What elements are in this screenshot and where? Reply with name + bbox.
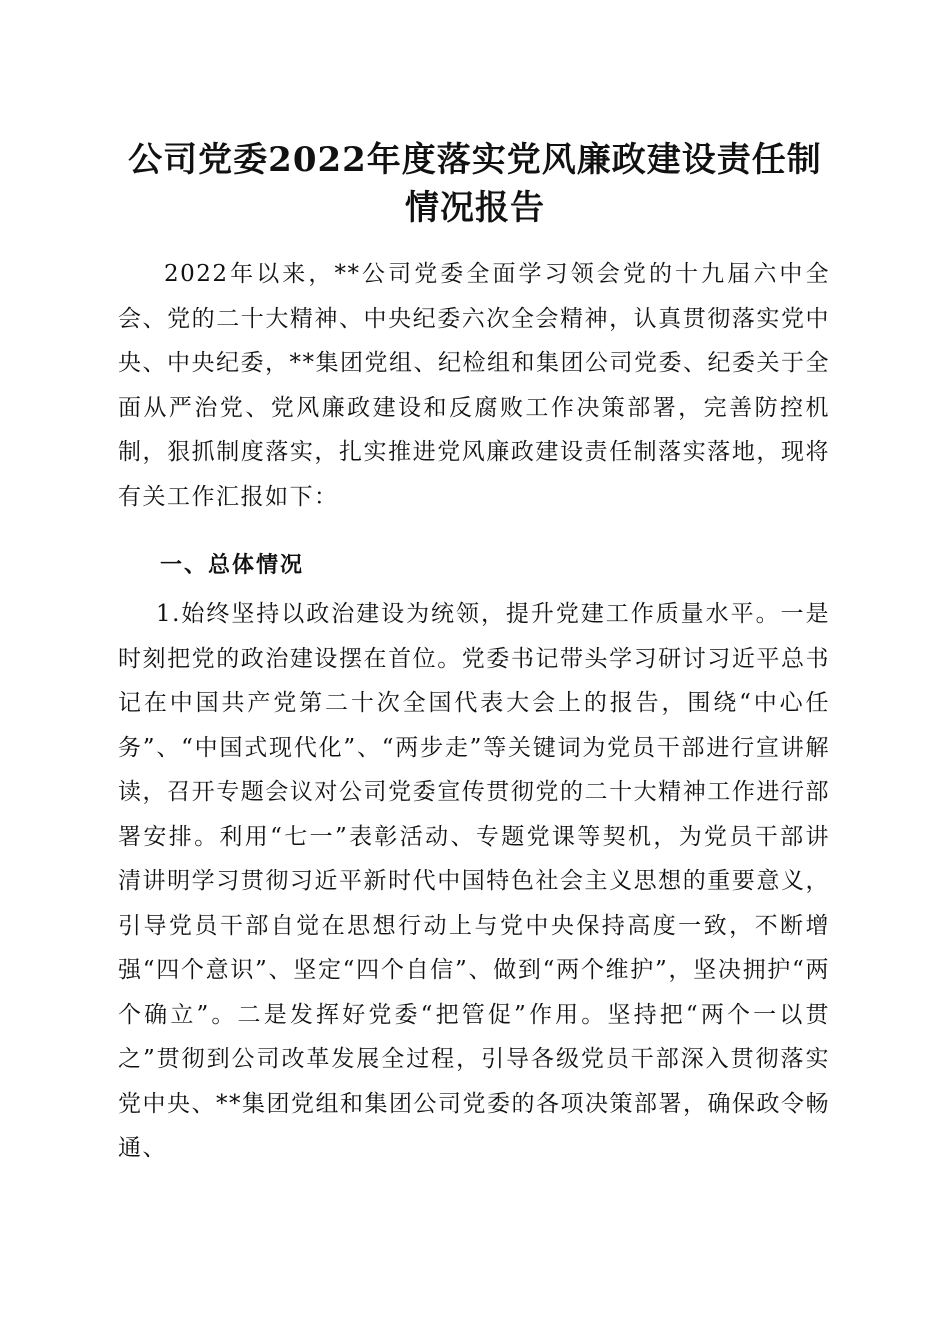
body-paragraph-1: 1.始终坚持以政治建设为统领，提升党建工作质量水平。一是时刻把党的政治建设摆在首位。党委书记带头学习研讨习近平总书记在中国共产党第二十次全国代表大会上的报告，围绕“中心任务”、“中国式现代化”、“两步走”等关键词为党员干部进行宣讲解读，召开专题会议对公司党委宣传贯彻党的二十大精神工作进行部署安排。利用“七一”表彰活动、专题党课等契机，为党员干部讲清讲明学习贯彻习近平新时代中国特色社会主义思想的重要意义，引导党员干部自觉在思想行动上与党中央保持高度一致，不断增强“四个意识”、坚定“四个自信”、做到“两个维护”，坚决拥护“两个确立”。二是发挥好党委“把管促”作用。坚持把“两个一以贯之”贯彻到公司改革发展全过程，引导各级党员干部深入贯彻落实党中央、**集团党组和集团公司党委的各项决策部署，确保政令畅通、 <box>118 601 830 1161</box>
intro-paragraph: 2022年以来，**公司党委全面学习领会党的十九届六中全会、党的二十大精神、中央纪委六次全会精神，认真贯彻落实党中央、中央纪委，**集团党组、纪检组和集团公司党委、纪委关于全面从严治党、党风廉政建设和反腐败工作决策部署，完善防控机制，狠抓制度落实，扎实推进党风廉政建设责任制落实落地，现将有关工作汇报如下： <box>118 261 830 510</box>
document-title-line-1: 公司党委2022年度落实党风廉政建设责任制 <box>128 140 822 180</box>
document-title-line-2: 情况报告 <box>405 188 545 228</box>
section-heading-overview: 一、总体情况 <box>160 553 305 578</box>
